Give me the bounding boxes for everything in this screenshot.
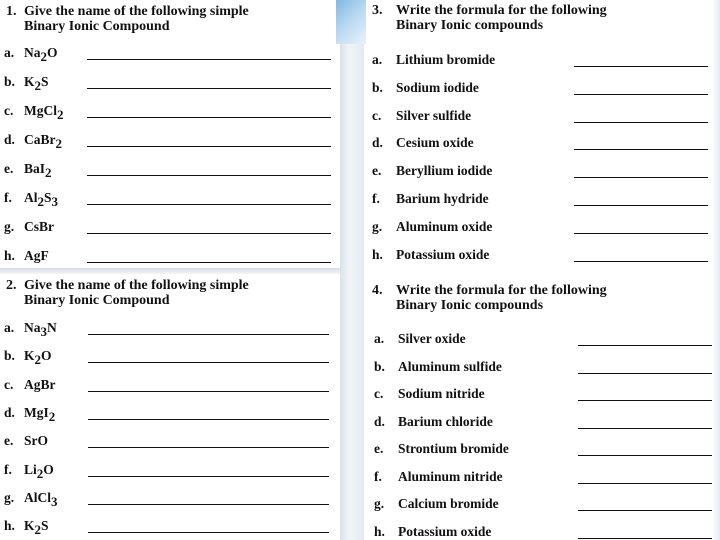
q2-title-line2: Binary Ionic Compound	[24, 293, 170, 308]
subscript: 2	[45, 165, 52, 180]
answer-blank[interactable]	[88, 476, 329, 477]
answer-blank[interactable]	[574, 261, 708, 262]
item-label: c.	[4, 103, 14, 118]
formula	[24, 461, 54, 481]
formula	[24, 404, 56, 424]
element-symbol: CsBr	[24, 219, 54, 234]
q4-item	[374, 469, 503, 485]
item-label: f.	[372, 191, 380, 206]
item-label: e.	[4, 433, 14, 449]
compound-name: Barium hydride	[396, 191, 489, 206]
q4-item	[374, 414, 493, 430]
subscript: 2	[40, 49, 47, 64]
q2-title-line1: Give the name of the following simple	[24, 278, 249, 293]
q1-item	[4, 74, 49, 93]
q1-title-line1: Give the name of the following simple	[24, 4, 249, 19]
item-label: b.	[372, 79, 383, 95]
item-label: a.	[374, 331, 385, 346]
subscript: 2	[37, 194, 44, 209]
answer-blank[interactable]	[88, 362, 329, 363]
answer-blank[interactable]	[574, 122, 708, 123]
answer-blank[interactable]	[574, 149, 708, 150]
item-label: h.	[374, 523, 385, 539]
item-label: g.	[4, 489, 15, 505]
q4-item	[374, 359, 502, 375]
element-symbol: O	[41, 348, 52, 364]
answer-blank[interactable]	[578, 428, 712, 429]
answer-blank[interactable]	[578, 538, 712, 539]
q1-number: 1.	[6, 4, 17, 19]
q3-item	[372, 52, 495, 68]
q3-title	[372, 3, 607, 33]
item-label: d.	[4, 132, 15, 147]
answer-blank[interactable]	[578, 510, 712, 511]
answer-blank[interactable]	[578, 483, 712, 484]
element-symbol: CaBr	[24, 132, 56, 147]
item-label: d.	[374, 413, 385, 429]
q4-item	[374, 441, 509, 457]
answer-blank[interactable]	[87, 233, 331, 234]
element-symbol: AlCl	[24, 489, 51, 505]
compound-name: Silver oxide	[398, 331, 466, 346]
item-label: f.	[4, 190, 12, 205]
element-symbol: AgF	[24, 248, 49, 263]
formula	[24, 132, 62, 151]
subscript: 3	[51, 493, 58, 509]
q2-item	[4, 518, 49, 538]
q3-item	[372, 163, 492, 179]
element-symbol: N	[47, 320, 57, 335]
item-label: b.	[4, 348, 15, 364]
answer-blank[interactable]	[88, 532, 329, 533]
answer-blank[interactable]	[578, 373, 712, 374]
answer-blank[interactable]	[88, 391, 329, 392]
answer-blank[interactable]	[88, 419, 329, 420]
answer-blank[interactable]	[88, 447, 329, 448]
answer-blank[interactable]	[578, 455, 712, 456]
q3-item	[372, 191, 489, 207]
compound-name: Potassium oxide	[396, 246, 490, 262]
item-label: d.	[372, 135, 383, 151]
subscript: 2	[57, 107, 64, 122]
q3-title-line2: Binary Ionic compounds	[396, 18, 544, 33]
q1-item	[4, 45, 58, 64]
element-symbol: K	[24, 348, 35, 364]
q4-title-line2: Binary Ionic compounds	[396, 298, 544, 313]
subscript: 3	[51, 194, 59, 209]
answer-blank[interactable]	[87, 117, 331, 118]
subscript: 2	[36, 465, 44, 481]
q1-title	[6, 4, 249, 34]
right-edge-shade	[712, 0, 720, 540]
q2-number: 2.	[6, 278, 17, 293]
q3-item	[372, 135, 474, 151]
q4-item	[374, 496, 499, 512]
q2-item	[4, 404, 56, 424]
element-symbol: MgCl	[24, 103, 57, 118]
compound-name: Cesium oxide	[396, 135, 474, 151]
compound-name: Lithium bromide	[396, 52, 496, 67]
answer-blank[interactable]	[574, 66, 708, 67]
formula	[24, 377, 56, 392]
formula	[24, 161, 52, 180]
item-label: a.	[4, 45, 15, 60]
q4-title-line1: Write the formula for the following	[396, 283, 607, 298]
element-symbol: S	[44, 190, 52, 205]
item-label: b.	[4, 74, 15, 89]
element-symbol: MgI	[24, 404, 49, 420]
formula	[24, 433, 48, 448]
q3-title-line1: Write the formula for the following	[396, 3, 607, 18]
q1-item	[4, 190, 59, 209]
formula	[24, 248, 49, 263]
formula	[24, 348, 52, 368]
element-symbol: Li	[24, 461, 37, 477]
item-label: h.	[372, 246, 383, 262]
subscript: 3	[40, 324, 47, 339]
q3-item	[372, 80, 479, 96]
q1-item	[4, 248, 49, 264]
q1-item	[4, 132, 62, 151]
vertical-divider	[340, 0, 364, 540]
element-symbol: Na	[24, 45, 41, 60]
item-label: g.	[374, 496, 385, 511]
element-symbol: SrO	[24, 433, 49, 449]
answer-blank[interactable]	[87, 262, 331, 263]
item-label: h.	[4, 518, 15, 534]
answer-blank[interactable]	[87, 175, 331, 176]
q4-title	[372, 283, 607, 313]
item-label: a.	[4, 320, 15, 335]
answer-blank[interactable]	[574, 94, 708, 95]
q4-item	[374, 524, 491, 540]
item-label: d.	[4, 404, 15, 420]
item-label: a.	[372, 52, 383, 67]
element-symbol: K	[24, 518, 35, 534]
subscript: 2	[55, 136, 62, 151]
answer-blank[interactable]	[574, 205, 708, 206]
element-symbol: AgBr	[24, 376, 56, 392]
element-symbol: O	[43, 461, 54, 477]
item-label: f.	[4, 461, 12, 477]
compound-name: Potassium oxide	[398, 523, 492, 539]
item-label: c.	[374, 386, 384, 401]
compound-name: Barium chloride	[398, 413, 493, 429]
formula	[24, 45, 58, 64]
q2-item	[4, 377, 56, 393]
compound-name: Aluminum oxide	[396, 218, 493, 234]
answer-blank[interactable]	[88, 334, 329, 335]
item-label: c.	[372, 107, 382, 123]
element-symbol: S	[41, 74, 49, 89]
formula	[24, 489, 58, 509]
subscript: 2	[34, 78, 42, 93]
q3-item	[372, 219, 492, 235]
compound-name: Strontium bromide	[398, 441, 509, 456]
answer-blank[interactable]	[574, 233, 708, 234]
compound-name: Calcium bromide	[398, 496, 499, 511]
compound-name: Aluminum nitride	[398, 468, 503, 484]
item-label: e.	[4, 161, 14, 176]
element-symbol: Al	[24, 190, 38, 205]
answer-blank[interactable]	[87, 146, 331, 147]
compound-name: Sodium iodide	[396, 79, 479, 95]
q2-item	[4, 320, 57, 339]
q4-number: 4.	[372, 283, 383, 298]
element-symbol: S	[41, 518, 49, 534]
q1-item	[4, 161, 52, 180]
element-symbol: BaI	[24, 161, 46, 176]
q3-number: 3.	[372, 3, 383, 18]
subscript: 2	[34, 352, 42, 368]
item-label: g.	[4, 219, 15, 234]
q2-item	[4, 348, 52, 368]
q1-item	[4, 103, 64, 122]
answer-blank[interactable]	[578, 345, 712, 346]
element-symbol: Na	[24, 320, 41, 335]
item-label: b.	[374, 358, 385, 374]
answer-blank[interactable]	[88, 504, 329, 505]
formula	[24, 219, 54, 234]
formula	[24, 74, 49, 93]
item-label: g.	[372, 218, 383, 234]
item-label: e.	[372, 163, 382, 179]
q2-title	[6, 278, 249, 308]
q4-item	[374, 331, 466, 347]
item-label: e.	[374, 441, 384, 456]
item-label: c.	[4, 376, 14, 392]
q3-item	[372, 247, 489, 263]
subscript: 2	[34, 522, 42, 538]
answer-blank[interactable]	[574, 177, 708, 178]
q3-item	[372, 108, 471, 124]
formula	[24, 320, 57, 339]
element-symbol: K	[24, 74, 35, 89]
subscript: 2	[48, 408, 56, 424]
formula	[24, 103, 64, 122]
compound-name: Beryllium iodide	[396, 163, 493, 179]
horizontal-divider	[0, 268, 340, 274]
formula	[24, 518, 49, 538]
q2-item	[4, 433, 48, 449]
compound-name: Aluminum sulfide	[398, 358, 502, 374]
q2-item	[4, 489, 58, 509]
item-label: f.	[374, 468, 382, 484]
q1-item	[4, 219, 54, 235]
answer-blank[interactable]	[87, 204, 331, 205]
q4-item	[374, 386, 485, 402]
decorative-corner	[336, 0, 366, 44]
q1-title-line2: Binary Ionic Compound	[24, 19, 170, 34]
answer-blank[interactable]	[578, 400, 712, 401]
element-symbol: O	[47, 45, 58, 60]
compound-name: Sodium nitride	[398, 386, 485, 401]
q2-item	[4, 461, 54, 481]
answer-blank[interactable]	[87, 59, 331, 60]
answer-blank[interactable]	[87, 88, 331, 89]
item-label: h.	[4, 248, 15, 263]
compound-name: Silver sulfide	[396, 107, 472, 123]
formula	[24, 190, 59, 209]
